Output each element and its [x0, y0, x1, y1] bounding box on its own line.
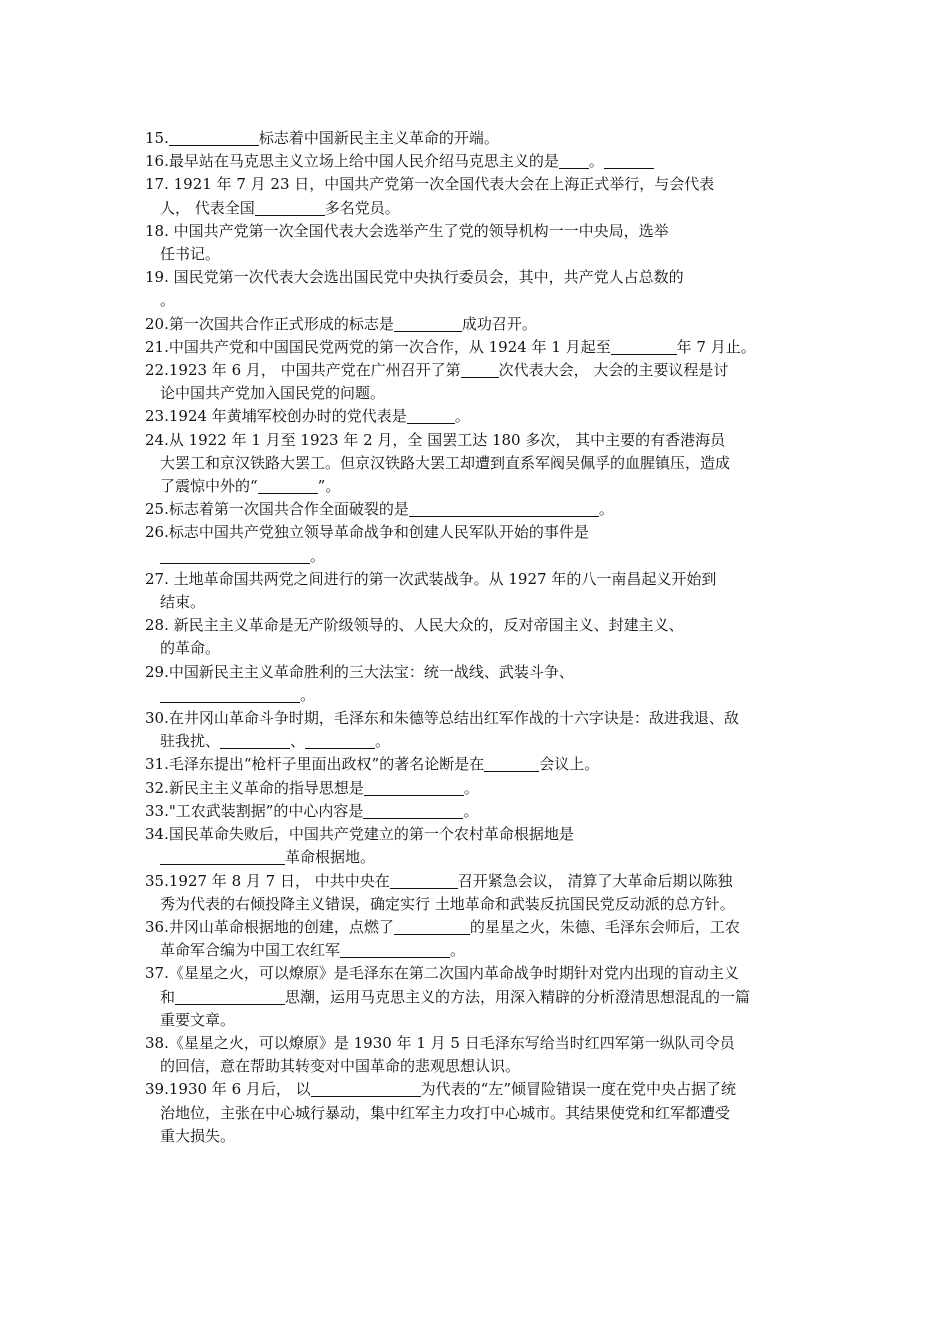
question-line — [145, 753, 815, 776]
question-32 — [145, 777, 815, 800]
answer-blank[interactable] — [305, 731, 375, 749]
question-text: 结束。 — [160, 593, 206, 612]
question-line — [145, 382, 815, 405]
question-text: 论中国共产党加入国民党的问题。 — [160, 384, 386, 403]
question-text: 。 — [375, 732, 391, 751]
question-line — [145, 986, 815, 1009]
question-text: 35.1927 年 8 月 7 日， 中共中央在 — [145, 871, 390, 890]
question-15 — [145, 127, 815, 150]
question-text: 成功召开。 — [461, 314, 537, 333]
question-text: 28. 新民主主义革命是无产阶级领导的、人民大众的，反对帝国主义、封建主义、 — [145, 616, 684, 635]
question-text: 。 — [454, 407, 470, 426]
question-text: 32.新民主主义革命的指导思想是 — [145, 778, 364, 797]
question-line — [145, 1055, 815, 1078]
question-text: 、 — [290, 732, 306, 751]
question-text: 27. 土地革命国共两党之间进行的第一次武装战争。从 1927 年的八一南昌起义开始到 — [145, 569, 717, 588]
question-text: 34.国民革命失败后，中国共产党建立的第一个农村革命根据地是 — [145, 825, 574, 844]
question-text: 25.标志着第一次国共合作全面破裂的是 — [145, 500, 409, 519]
question-text: 。 — [310, 546, 326, 565]
question-text: 16.最早站在马克思主义立场上给中国人民介绍马克思主义的是 — [145, 152, 559, 171]
question-36 — [145, 916, 815, 962]
question-line — [145, 1032, 815, 1055]
question-text: 。 — [450, 941, 466, 960]
question-text: 26.标志中国共产党独立领导革命战争和创建人民军队开始的事件是 — [145, 523, 589, 542]
question-29 — [145, 661, 815, 707]
answer-blank[interactable] — [175, 987, 285, 1005]
question-line — [145, 243, 815, 266]
question-text: 30.在井冈山革命斗争时期，毛泽东和朱德等总结出红军作战的十六字诀是：敌进我退、敌 — [145, 709, 739, 728]
question-text: 29.中国新民主主义革命胜利的三大法宝：统一战线、武装斗争、 — [145, 662, 574, 681]
question-text: 大罢工和京汉铁路大罢工。但京汉铁路大罢工却遭到直系军阀吴佩孚的血腥镇压，造成 — [160, 453, 731, 472]
question-text: 召开紧急会议， 清算了大革命后期以陈独 — [457, 871, 733, 890]
question-22 — [145, 359, 815, 405]
question-text: 会议上。 — [539, 755, 600, 774]
question-16 — [145, 150, 815, 173]
answer-blank[interactable] — [484, 754, 539, 772]
question-line — [145, 289, 815, 312]
question-text: 的星星之火，朱德、毛泽东会师后，工农 — [469, 917, 740, 936]
question-line — [145, 684, 815, 707]
question-text: 15. — [145, 129, 169, 147]
question-text: 20.第一次国共合作正式形成的标志是 — [145, 314, 394, 333]
question-line — [145, 498, 815, 521]
question-line — [145, 429, 815, 452]
answer-blank[interactable] — [394, 917, 470, 935]
question-text: 重要文章。 — [160, 1010, 236, 1029]
question-line — [145, 916, 815, 939]
question-20 — [145, 313, 815, 336]
question-text: 的回信，意在帮助其转变对中国革命的悲观思想认识。 — [160, 1057, 521, 1076]
question-text: 33."工农武装割据”的中心内容是 — [145, 801, 364, 820]
question-text: 和 — [160, 987, 176, 1006]
question-text: 任书记。 — [160, 245, 221, 264]
question-text: 治地位，主张在中心城行暴动，集中红军主力攻打中心城市。其结果使党和红军都遭受 — [160, 1103, 731, 1122]
question-text: 38.《星星之火，可以燎原》是 1930 年 1 月 5 日毛泽东写给当时红四军第一纵队司令员 — [145, 1033, 735, 1052]
question-text: 24.从 1922 年 1 月至 1923 年 2 月，全 国罢工达 180 多次， 其中主要的有香港海员 — [145, 430, 726, 449]
question-line — [145, 614, 815, 637]
question-35 — [145, 870, 815, 916]
answer-blank[interactable] — [390, 871, 458, 889]
question-line — [145, 405, 815, 428]
question-30 — [145, 707, 815, 753]
question-text: 重大损失。 — [160, 1126, 236, 1145]
question-38 — [145, 1032, 815, 1078]
answer-blank[interactable] — [409, 499, 599, 517]
answer-blank[interactable] — [311, 1079, 421, 1097]
question-text: 。 — [463, 778, 479, 797]
question-25 — [145, 498, 815, 521]
question-line — [145, 1009, 815, 1032]
answer-blank[interactable] — [220, 731, 290, 749]
question-line — [145, 870, 815, 893]
question-text: 为代表的“左”倾冒险错误一度在党中央占据了统 — [420, 1080, 736, 1099]
question-text: 革命军合编为中国工农红军 — [160, 941, 341, 960]
question-text: 23.1924 年黄埔军校创办时的党代表是 — [145, 407, 407, 426]
question-line — [145, 475, 815, 498]
document-page — [145, 127, 815, 1148]
answer-blank[interactable] — [559, 151, 589, 169]
question-text: 。 — [463, 801, 479, 820]
question-line — [145, 545, 815, 568]
question-24 — [145, 429, 815, 499]
answer-blank[interactable] — [258, 476, 318, 494]
question-39 — [145, 1078, 815, 1148]
question-19 — [145, 266, 815, 312]
question-text: 革命根据地。 — [285, 848, 376, 867]
answer-blank[interactable] — [340, 940, 450, 958]
question-text: 。 — [588, 152, 604, 171]
question-line — [145, 1078, 815, 1101]
answer-blank[interactable] — [363, 801, 463, 819]
question-line — [145, 730, 815, 753]
question-text: 37.《星星之火，可以燎原》是毛泽东在第二次国内革命战争时期针对党内出现的盲动主义 — [145, 964, 739, 983]
question-line — [145, 846, 815, 869]
question-line — [145, 521, 815, 544]
question-text: 18. 中国共产党第一次全国代表大会选举产生了党的领导机构一一中央局，选举 — [145, 221, 669, 240]
question-line — [145, 962, 815, 985]
question-text: ”。 — [317, 477, 341, 496]
question-21 — [145, 336, 815, 359]
answer-blank[interactable] — [160, 847, 285, 865]
question-text: 39.1930 年 6 月后， 以 — [145, 1080, 311, 1099]
question-line — [145, 661, 815, 684]
question-26 — [145, 521, 815, 567]
question-line — [145, 1102, 815, 1125]
answer-blank[interactable] — [461, 360, 499, 378]
question-line — [145, 823, 815, 846]
question-37 — [145, 962, 815, 1032]
question-line — [145, 800, 815, 823]
question-28 — [145, 614, 815, 660]
question-line — [145, 336, 815, 359]
question-text: 次代表大会， 大会的主要议程是讨 — [498, 361, 729, 380]
question-27 — [145, 568, 815, 614]
answer-blank[interactable] — [160, 685, 300, 703]
question-text: 驻我扰、 — [160, 732, 221, 751]
question-line — [145, 266, 815, 289]
question-text: 。 — [300, 685, 316, 704]
question-text: 。 — [160, 291, 176, 310]
question-line — [145, 893, 815, 916]
question-line — [145, 637, 815, 660]
question-17 — [145, 173, 815, 219]
question-31 — [145, 753, 815, 776]
question-line — [145, 359, 815, 382]
question-text: 36.井冈山革命根据地的创建，点燃了 — [145, 917, 394, 936]
question-text: 秀为代表的右倾投降主义错误，确定实行 土地革命和武装反抗国民党反动派的总方针。 — [160, 894, 735, 913]
question-text: 人， 代表全国 — [160, 198, 255, 217]
question-text: 19. 国民党第一次代表大会选出国民党中央执行委员会，其中，共产党人占总数的 — [145, 268, 684, 287]
question-line — [145, 173, 815, 196]
answer-blank[interactable] — [169, 128, 259, 146]
question-text: 21.中国共产党和中国国民党两党的第一次合作，从 1924 年 1 月起至 — [145, 337, 611, 356]
question-line — [145, 452, 815, 475]
answer-blank[interactable] — [611, 337, 677, 355]
question-line — [145, 939, 815, 962]
question-line — [145, 150, 815, 173]
answer-blank[interactable] — [364, 778, 464, 796]
question-line — [145, 568, 815, 591]
question-text: 思潮，运用马克思主义的方法，用深入精辟的分析澄清思想混乱的一篇 — [285, 987, 751, 1006]
question-34 — [145, 823, 815, 869]
question-line — [145, 591, 815, 614]
question-text: 31.毛泽东提出“枪杆子里面出政权”的著名论断是在 — [145, 755, 485, 774]
answer-blank[interactable] — [394, 314, 462, 332]
question-23 — [145, 405, 815, 428]
question-text: 的革命。 — [160, 639, 221, 658]
question-line — [145, 777, 815, 800]
question-line — [145, 707, 815, 730]
question-line — [145, 1125, 815, 1148]
question-text: 22.1923 年 6 月， 中国共产党在广州召开了第 — [145, 361, 461, 380]
question-line — [145, 220, 815, 243]
answer-blank[interactable] — [604, 151, 654, 169]
question-text: 17. 1921 年 7 月 23 日，中国共产党第一次全国代表大会在上海正式举行，与会代表 — [145, 175, 715, 194]
question-text: 标志着中国新民主主义革命的开端。 — [258, 129, 499, 147]
question-text: 多名党员。 — [324, 198, 400, 217]
question-text: 了震惊中外的“ — [160, 477, 258, 496]
answer-blank[interactable] — [255, 198, 325, 216]
question-line — [145, 197, 815, 220]
question-line — [145, 127, 815, 150]
question-text: 年 7 月止。 — [676, 337, 756, 356]
answer-blank[interactable] — [407, 406, 455, 424]
question-33 — [145, 800, 815, 823]
question-line — [145, 313, 815, 336]
question-text: 。 — [598, 500, 614, 519]
question-18 — [145, 220, 815, 266]
answer-blank[interactable] — [160, 546, 310, 564]
